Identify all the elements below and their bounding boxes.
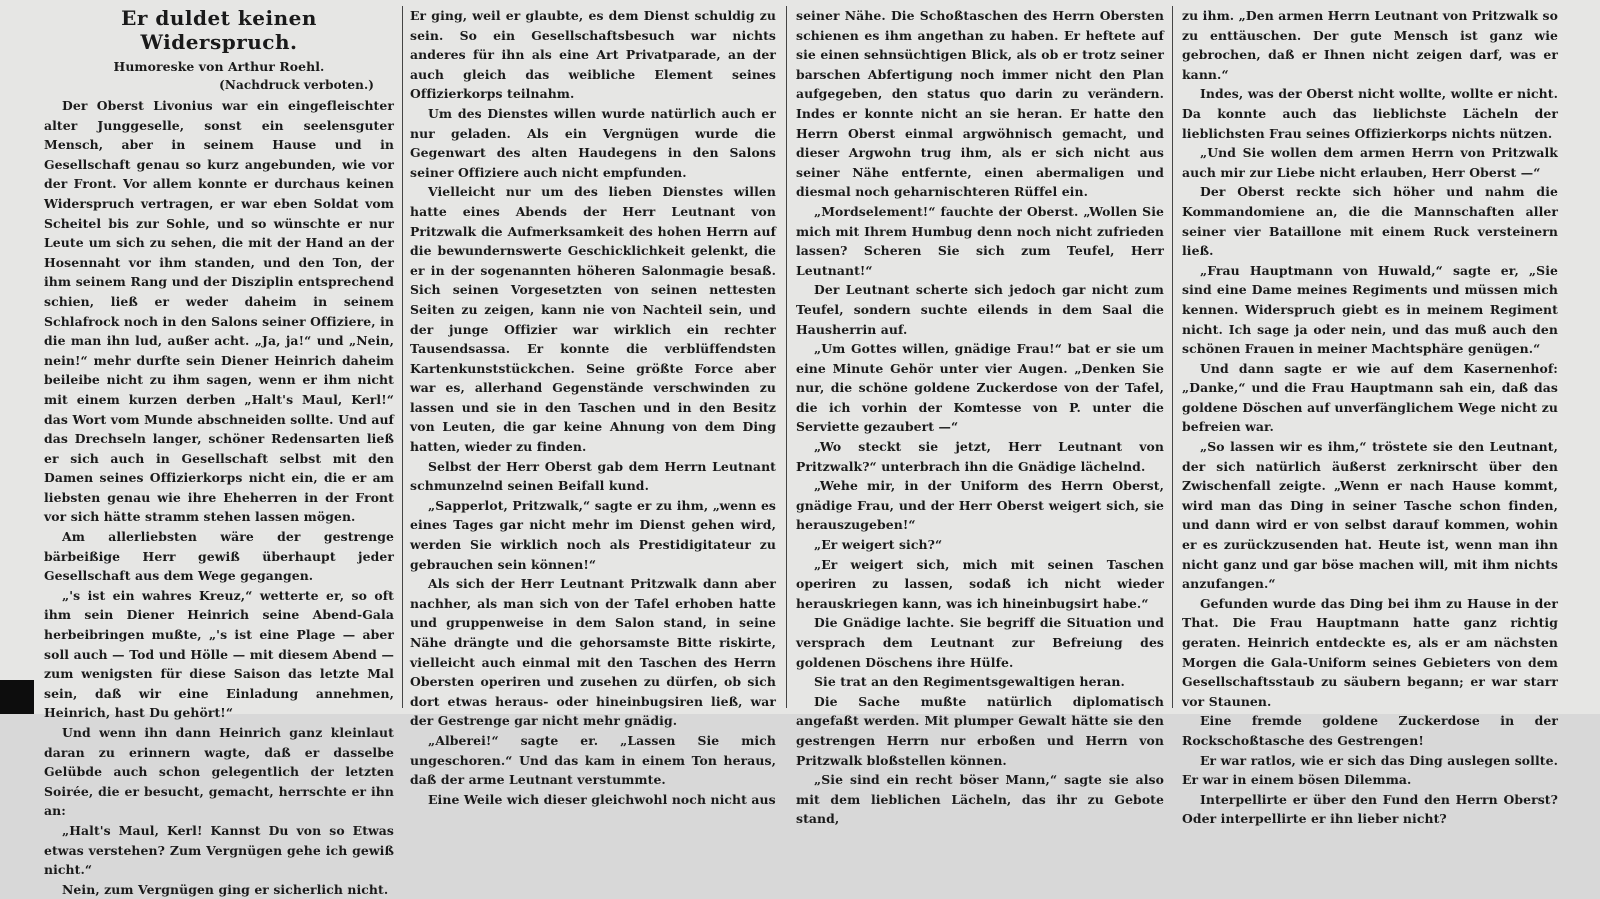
paragraph: „Sie sind ein recht böser Mann,“ sagte sie also mit dem lieblichen Lächeln, das ihr zu Gebote stand,	[796, 772, 1164, 827]
paragraph: „Um Gottes willen, gnädige Frau!“ bat er sie um eine Minute Gehör unter vier Augen. „Denken Sie nur, die schöne goldene Zuckerdose von der Tafel, die ich vorhin der Komtesse von P. unter die Serviette gezaubert —“	[796, 341, 1164, 435]
paragraph: Und dann sagte er wie auf dem Kasernenhof: „Danke,“ und die Frau Hauptmann sah ein, daß das goldene Döschen auf unverfänglichem Wege nicht zu befreien war.	[1182, 360, 1558, 435]
article-column-2	[410, 6, 776, 807]
paragraph: Als sich der Herr Leutnant Pritzwalk dann aber nachher, als man sich von der Tafel erhoben hatte und gruppenweise in dem Salon stand, in seine Nähe drängte und die gehorsamste Bitte riskirte, vielleicht auch einmal mit den Taschen des Herrn Obersten operiren und zusehen zu dürfen, ob sich dort etwas heraus- oder hineinbugsiren ließ, war der Gestrenge gar nicht mehr gnädig.	[410, 576, 776, 729]
article-subtitle: Humoreske von Arthur Roehl.	[113, 59, 325, 74]
paragraph: Er ging, weil er glaubte, es dem Dienst schuldig zu sein. So ein Gesellschaftsbesuch war nichts anderes für ihn als eine Art Privatparade, an der auch gleich das weibliche Element seines Offizierkorps teilnahm.	[410, 8, 776, 102]
paragraph: Am allerliebsten wäre der gestrenge bärbeißige Herr gewiß überhaupt jeder Gesellschaft aus dem Wege gegangen.	[44, 529, 394, 584]
column-rule	[1172, 6, 1173, 708]
article-title: Er duldet keinen Widerspruch.	[121, 6, 317, 54]
paragraph: Eine fremde goldene Zuckerdose in der Rockschoßtasche des Gestrengen!	[1182, 713, 1558, 748]
paragraph: Er war ratlos, wie er sich das Ding auslegen sollte. Er war in einem bösen Dilemma.	[1182, 752, 1558, 788]
paragraph: „Wo steckt sie jetzt, Herr Leutnant von Pritzwalk?“ unterbrach ihn die Gnädige lächelnd.	[796, 439, 1164, 474]
reprint-note: (Nachdruck verboten.)	[219, 78, 374, 92]
paragraph: Selbst der Herr Oberst gab dem Herrn Leutnant schmunzelnd seinen Beifall kund.	[410, 458, 776, 494]
paragraph: „Wehe mir, in der Uniform des Herrn Oberst, gnädige Frau, und der Herr Oberst weigert sich, sie herauszugeben!“	[796, 478, 1164, 533]
paragraph: Die Sache mußte natürlich diplomatisch angefaßt werden. Mit plumper Gewalt hätte sie den gestrengen Herrn nur erboßen und Herrn von Pritzwalk bloßstellen können.	[796, 693, 1164, 768]
paragraph: Vielleicht nur um des lieben Dienstes willen hatte eines Abends der Herr Leutnant von Pritzwalk die Aufmerksamkeit des hohen Herrn auf die bewundernswerte Geschicklichkeit gelenkt, die er in der sogenannten höheren Salonmagie besaß. Sich seinen Vorgesetzten von seinen nettesten Seiten zu zeigen, kann nie von Nachteil sein, und der junge Offizier war wirklich ein rechter Tausendsassa. Er konnte die verblüffendsten Kartenkunststückchen. Seine größte Force aber war es, allerhand Gegenstände verschwinden zu lassen und sie in den Taschen und in den Besitz von Leuten, die gar keine Ahnung von dem Ding hatten, wieder zu finden.	[410, 184, 776, 455]
paragraph: „'s ist ein wahres Kreuz,“ wetterte er, so oft ihm sein Diener Heinrich seine Abend-Gala herbeibringen mußte, „'s ist eine Plage — aber soll auch — Tod und Hölle — mit diesem Abend — zum wenigsten für diese Saison das letzte Mal sein, daß wir eine Einladung annehmen, Heinrich, hast Du gehört!“	[44, 587, 394, 721]
paragraph: Der Oberst Livonius war ein eingefleischter alter Junggeselle, sonst ein seelensguter Mensch, aber in seinem Hause und in Gesellschaft genau so kurz angebunden, wie vor der Front. Vor allem konnte er durchaus keinen Widerspruch vertragen, er war eben Soldat vom Scheitel bis zur Sohle, und so wünschte er nur Leute um sich zu sehen, die mit der Hand an der Hosennaht vor ihm standen, und den Ton, der ihm seinem Rang und der Disziplin entsprechend schien, ließ er weder daheim in seinem Schlafrock noch in den Salons seiner Offiziere, in die man ihn lud, außer acht. „Ja, ja!“ und „Nein, nein!“ mehr durfte sein Diener Heinrich daheim beileibe nicht zu ihm sagen, wenn er ihm nicht mit einem kurzen derben „Halt's Maul, Kerl!“ das Wort vom Munde abschneiden sollte. Und auf das Drechseln langer, schöner Redensarten ließ er sich auch in Gesellschaft selbst mit den Damen seines Offizierkorps nicht ein, die er am liebsten genau wie ihre Eheherren in der Front vor sich hätte stramm stehen lassen mögen.	[44, 98, 394, 525]
scan-border	[0, 680, 34, 714]
paragraph: „Er weigert sich, mich mit seinen Taschen operiren zu lassen, sodaß ich nicht wieder herauskriegen kann, was ich hineinbugsirt habe.“	[796, 556, 1164, 611]
paragraph: „Er weigert sich?“	[814, 537, 943, 553]
paragraph: Eine Weile wich dieser gleichwohl noch nicht aus	[428, 791, 776, 807]
paragraph: Um des Dienstes willen wurde natürlich auch er nur geladen. Als ein Vergnügen wurde die Gegenwart des alten Haudegens in den Salons seiner Offiziere auch nicht empfunden.	[410, 105, 776, 180]
article-column-1	[44, 6, 394, 897]
paragraph: seiner Nähe. Die Schoßtaschen des Herrn Obersten schienen es ihm angethan zu haben. Er heftete auf sie einen sehnsüchtigen Blick, als ob er trotz seiner barschen Abfertigung noch immer nicht den Plan aufgegeben, den status quo darin zu verändern. Indes er konnte nicht an sie heran. Er hatte den Herrn Oberst einmal argwöhnisch gemacht, und dieser Argwohn trug ihm, als er sich nicht aus seiner Nähe entfernte, einen abermaligen und diesmal noch geharnischteren Rüffel ein.	[796, 8, 1164, 200]
paragraph: „Und Sie wollen dem armen Herrn von Pritzwalk auch mir zur Liebe nicht erlauben, Herr Oberst —“	[1182, 145, 1558, 180]
paragraph: „Halt's Maul, Kerl! Kannst Du von so Etwas etwas verstehen? Zum Vergnügen gehe ich gewiß nicht.“	[44, 822, 394, 878]
paragraph: Nein, zum Vergnügen ging er sicherlich nicht.	[62, 881, 389, 897]
paragraph: „Sapperlot, Pritzwalk,“ sagte er zu ihm, „wenn es eines Tages gar nicht mehr im Dienst gehen wird, werden Sie wirklich noch als Prestidigitateur zu gebrauchen sein können!“	[410, 497, 776, 572]
paragraph: „Alberei!“ sagte er. „Lassen Sie mich ungeschoren.“ Und das kam in einem Ton heraus, daß der arme Leutnant verstummte.	[410, 732, 776, 788]
paragraph: Der Oberst reckte sich höher und nahm die Kommandomiene an, die die Mannschaften aller seiner vier Bataillone mit einem Ruck versteinern ließ.	[1182, 184, 1558, 259]
paragraph: Gefunden wurde das Ding bei ihm zu Hause in der That. Die Frau Hauptmann hatte ganz richtig geraten. Heinrich entdeckte es, als er am nächsten Morgen die Gala-Uniform seines Gebieters von dem Gesellschaftsstaub zu säubern begann; er war starr vor Staunen.	[1182, 595, 1558, 709]
paragraph: Und wenn ihn dann Heinrich ganz kleinlaut daran zu erinnern wagte, daß er dasselbe Gelübde auch schon gelegentlich der letzten Soirée, die er besucht, gemacht, herrschte er ihn an:	[44, 725, 394, 819]
paragraph: „Frau Hauptmann von Huwald,“ sagte er, „Sie sind eine Dame meines Regiments und müssen mich kennen. Widerspruch giebt es in meinem Regiment nicht. Ich sage ja oder nein, und das muß auch den schönen Frauen in meiner Machtsphäre genügen.“	[1182, 262, 1558, 357]
article-column-4	[1182, 6, 1558, 827]
paragraph: zu ihm. „Den armen Herrn Leutnant von Pritzwalk so zu enttäuschen. Der gute Mensch ist ganz wie gebrochen, daß er Ihnen nicht zeigen darf, was er kann.“	[1182, 8, 1558, 82]
column-rule	[786, 6, 787, 708]
paragraph: Der Leutnant scherte sich jedoch gar nicht zum Teufel, sondern suchte eilends in dem Saal die Hausherrin auf.	[796, 282, 1164, 337]
article-column-3	[796, 6, 1164, 827]
paragraph: Indes, was der Oberst nicht wollte, wollte er nicht. Da konnte auch das lieblichste Lächeln der lieblichsten Frau seines Offizierkorps nichts nützen.	[1182, 86, 1558, 141]
paragraph: Die Gnädige lachte. Sie begriff die Situation und versprach dem Leutnant zur Befreiung des goldenen Döschens ihre Hülfe.	[796, 615, 1164, 670]
paragraph: Sie trat an den Regimentsgewaltigen heran.	[814, 674, 1125, 690]
paragraph: „Mordselement!“ fauchte der Oberst. „Wollen Sie mich mit Ihrem Humbug denn noch nicht zufrieden lassen? Scheren Sie sich zum Teufel, Herr Leutnant!“	[796, 203, 1164, 278]
column-rule	[402, 6, 403, 708]
paragraph: „So lassen wir es ihm,“ tröstete sie den Leutnant, der sich natürlich äußerst zerknirscht über den Zwischenfall zeigte. „Wenn er nach Hause kommt, wird man das Ding in seiner Tasche schon finden, und dann wird er von selbst darauf kommen, wohin er es zurückzusenden hat. Heute ist, wenn man ihn nicht ganz und gar böse machen will, mit ihm nichts anzufangen.“	[1182, 439, 1558, 592]
paragraph: Interpellirte er über den Fund den Herrn Oberst? Oder interpellirte er ihn lieber nicht?	[1182, 791, 1558, 827]
